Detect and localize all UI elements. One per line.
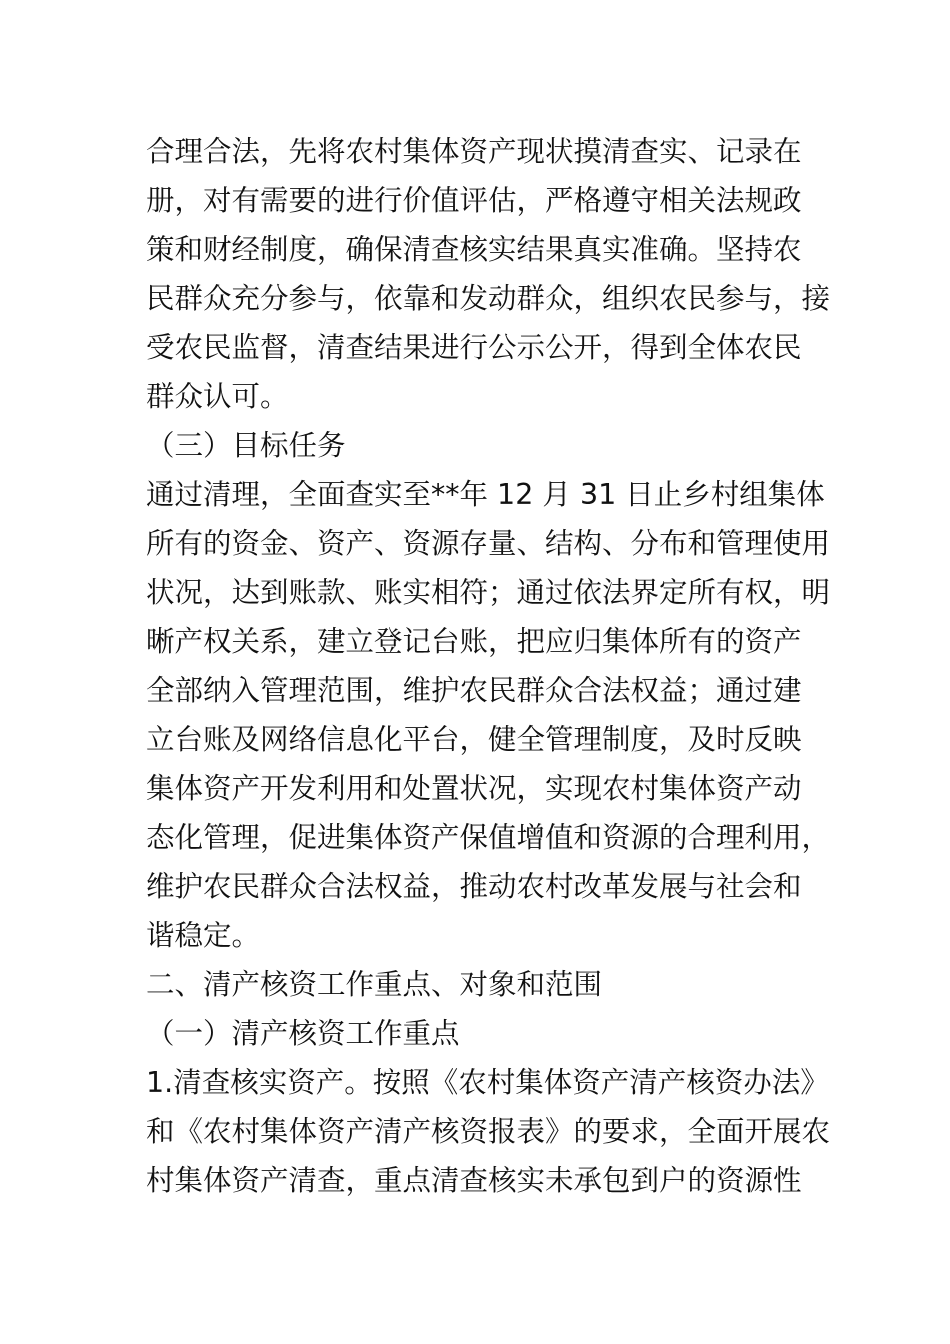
- paragraph-line: 民群众充分参与，依靠和发动群众，组织农民参与，接: [146, 282, 831, 315]
- paragraph-line: 1.清查核实资产。按照《农村集体资产清产核资办法》: [146, 1066, 829, 1099]
- paragraph-line: 策和财经制度，确保清查核实结果真实准确。坚持农: [146, 233, 802, 266]
- paragraph-line: 合理合法，先将农村集体资产现状摸清查实、记录在: [146, 135, 802, 168]
- subsection-heading: （一）清产核资工作重点: [146, 1017, 460, 1050]
- paragraph-line: 受农民监督，清查结果进行公示公开，得到全体农民: [146, 331, 802, 364]
- paragraph-line: 维护农民群众合法权益，推动农村改革发展与社会和: [146, 870, 802, 903]
- paragraph-line: 状况，达到账款、账实相符；通过依法界定所有权，明: [146, 576, 831, 609]
- paragraph-line: 群众认可。: [146, 380, 289, 413]
- document-body: [146, 127, 836, 1205]
- section-heading: （三）目标任务: [146, 429, 346, 462]
- section-heading: 二、清产核资工作重点、对象和范围: [146, 968, 603, 1001]
- paragraph-line: 全部纳入管理范围，维护农民群众合法权益；通过建: [146, 674, 802, 707]
- paragraph-line: 和《农村集体资产清产核资报表》的要求，全面开展农: [146, 1115, 831, 1148]
- paragraph-line: 通过清理，全面查实至**年 12 月 31 日止乡村组集体: [146, 478, 825, 511]
- paragraph-line: 村集体资产清查，重点清查核实未承包到户的资源性: [146, 1164, 802, 1197]
- paragraph-line: 态化管理，促进集体资产保值增值和资源的合理利用，: [146, 821, 831, 854]
- paragraph-line: 集体资产开发利用和处置状况，实现农村集体资产动: [146, 772, 802, 805]
- paragraph-line: 晰产权关系，建立登记台账，把应归集体所有的资产: [146, 625, 802, 658]
- paragraph-line: 立台账及网络信息化平台，健全管理制度，及时反映: [146, 723, 802, 756]
- paragraph-line: 册，对有需要的进行价值评估，严格遵守相关法规政: [146, 184, 802, 217]
- paragraph-line: 所有的资金、资产、资源存量、结构、分布和管理使用: [146, 527, 831, 560]
- paragraph-line: 谐稳定。: [146, 919, 261, 952]
